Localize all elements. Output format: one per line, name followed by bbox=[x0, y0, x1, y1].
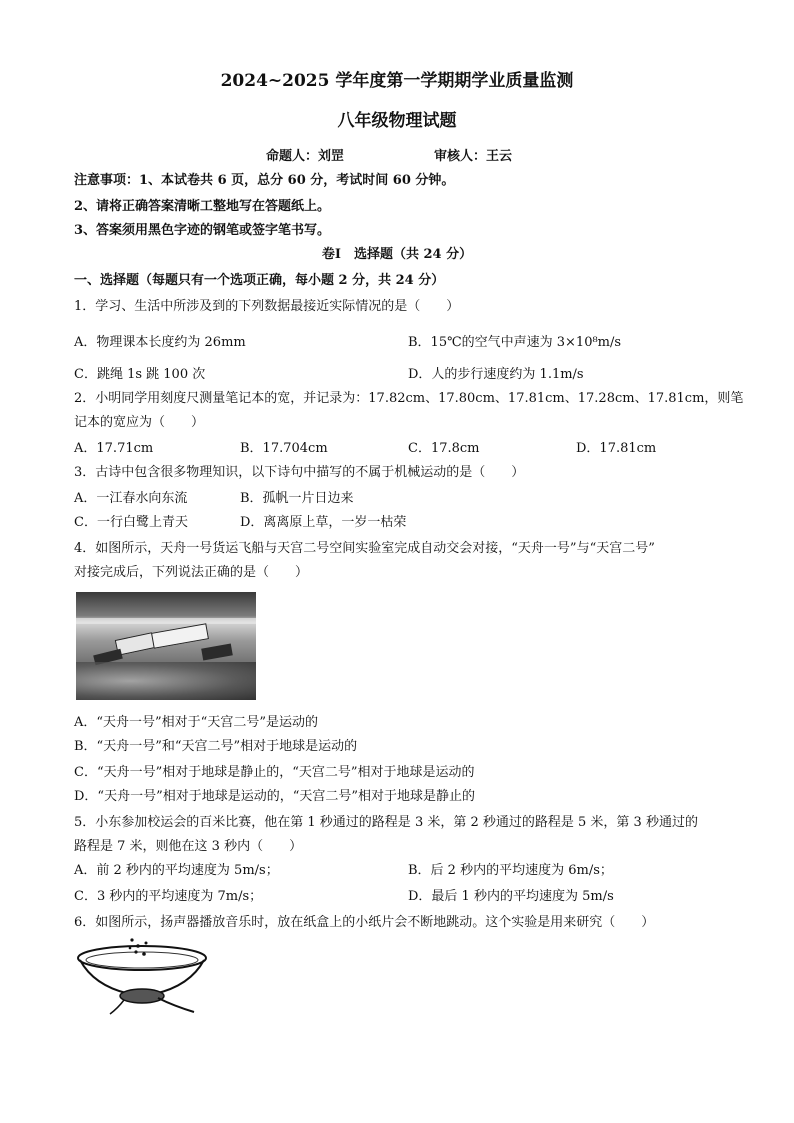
q1-option-d: D．人的步行速度约为 1.1m/s bbox=[408, 367, 584, 382]
q5-option-d: D．最后 1 秒内的平均速度为 5m/s bbox=[408, 889, 614, 904]
reviewer-label: 审核人：王云 bbox=[434, 149, 513, 164]
question-3-stem: 3．古诗中包含很多物理知识，以下诗句中描写的不属于机械运动的是（ ） bbox=[74, 465, 525, 480]
question-5-stem-line1: 5．小东参加校运会的百米比赛，他在第 1 秒通过的路程是 3 米，第 2 秒通过的路程是 5 米，第 3 秒通过的 bbox=[74, 815, 698, 830]
speaker-figure bbox=[74, 934, 210, 1018]
q3-option-b: B．孤帆一片日边来 bbox=[240, 491, 354, 506]
q2-option-c: C．17.8cm bbox=[408, 441, 480, 456]
question-4-stem-line1: 4．如图所示，天舟一号货运飞船与天宫二号空间实验室完成自动交会对接，“天舟一号”与“天宫二号” bbox=[74, 541, 655, 556]
note-1: 注意事项：1、本试卷共 6 页，总分 60 分，考试时间 60 分钟。 bbox=[74, 173, 455, 188]
q1-option-c: C．跳绳 1s 跳 100 次 bbox=[74, 367, 206, 382]
author-label: 命题人：刘罡 bbox=[266, 149, 345, 164]
q5-option-b: B．后 2 秒内的平均速度为 6m/s； bbox=[408, 863, 613, 878]
earth-clouds bbox=[76, 662, 256, 700]
note-3: 3、答案须用黑色字迹的钢笔或签字笔书写。 bbox=[74, 223, 331, 238]
q4-option-b: B．“天舟一号”和“天宫二号”相对于地球是运动的 bbox=[74, 739, 358, 754]
question-5-stem-line2: 路程是 7 米，则他在这 3 秒内（ ） bbox=[74, 839, 303, 854]
spacecraft-docking-photo bbox=[76, 592, 256, 700]
photo-horizon bbox=[76, 618, 256, 624]
tiangong-craft bbox=[151, 623, 209, 648]
q3-option-d: D．离离原上草，一岁一枯荣 bbox=[240, 515, 407, 530]
q4-option-a: A．“天舟一号”相对于“天宫二号”是运动的 bbox=[74, 715, 318, 730]
q4-option-d: D．“天舟一号”相对于地球是运动的，“天宫二号”相对于地球是静止的 bbox=[74, 789, 476, 804]
q3-option-c: C．一行白鹭上青天 bbox=[74, 515, 188, 530]
question-4-stem-line2: 对接完成后，下列说法正确的是（ ） bbox=[74, 565, 309, 580]
solar-panel bbox=[201, 643, 233, 660]
q5-option-c: C．3 秒内的平均速度为 7m/s； bbox=[74, 889, 263, 904]
q1-option-b: B．15℃的空气中声速为 3×10⁸m/s bbox=[408, 335, 622, 350]
question-2-stem-line1: 2．小明同学用刻度尺测量笔记本的宽，并记录为：17.82cm、17.80cm、17.81cm、17.28cm、17.81cm，则笔 bbox=[74, 391, 744, 406]
section-title: 卷Ⅰ 选择题（共 24 分） bbox=[321, 247, 473, 262]
part-title: 一、选择题（每题只有一个选项正确，每小题 2 分，共 24 分） bbox=[74, 273, 445, 288]
q2-option-d: D．17.81cm bbox=[576, 441, 657, 456]
exam-title: 2024~2025 学年度第一学期期学业质量监测 bbox=[220, 71, 574, 91]
note-2: 2、请将正确答案清晰工整地写在答题纸上。 bbox=[74, 199, 331, 214]
question-2-stem-line2: 记本的宽应为（ ） bbox=[74, 415, 205, 430]
q2-option-a: A．17.71cm bbox=[74, 441, 154, 456]
q1-option-a: A．物理课本长度约为 26mm bbox=[74, 335, 246, 350]
q2-option-b: B．17.704cm bbox=[240, 441, 328, 456]
q4-option-c: C．“天舟一号”相对于地球是静止的，“天宫二号”相对于地球是运动的 bbox=[74, 765, 475, 780]
question-6-stem: 6．如图所示，扬声器播放音乐时，放在纸盒上的小纸片会不断地跳动。这个实验是用来研究（ ） bbox=[74, 915, 655, 930]
q5-option-a: A．前 2 秒内的平均速度为 5m/s； bbox=[74, 863, 279, 878]
question-1-stem: 1．学习、生活中所涉及到的下列数据最接近实际情况的是（ ） bbox=[74, 299, 460, 314]
exam-subtitle: 八年级物理试题 bbox=[337, 111, 457, 131]
q3-option-a: A．一江春水向东流 bbox=[74, 491, 188, 506]
